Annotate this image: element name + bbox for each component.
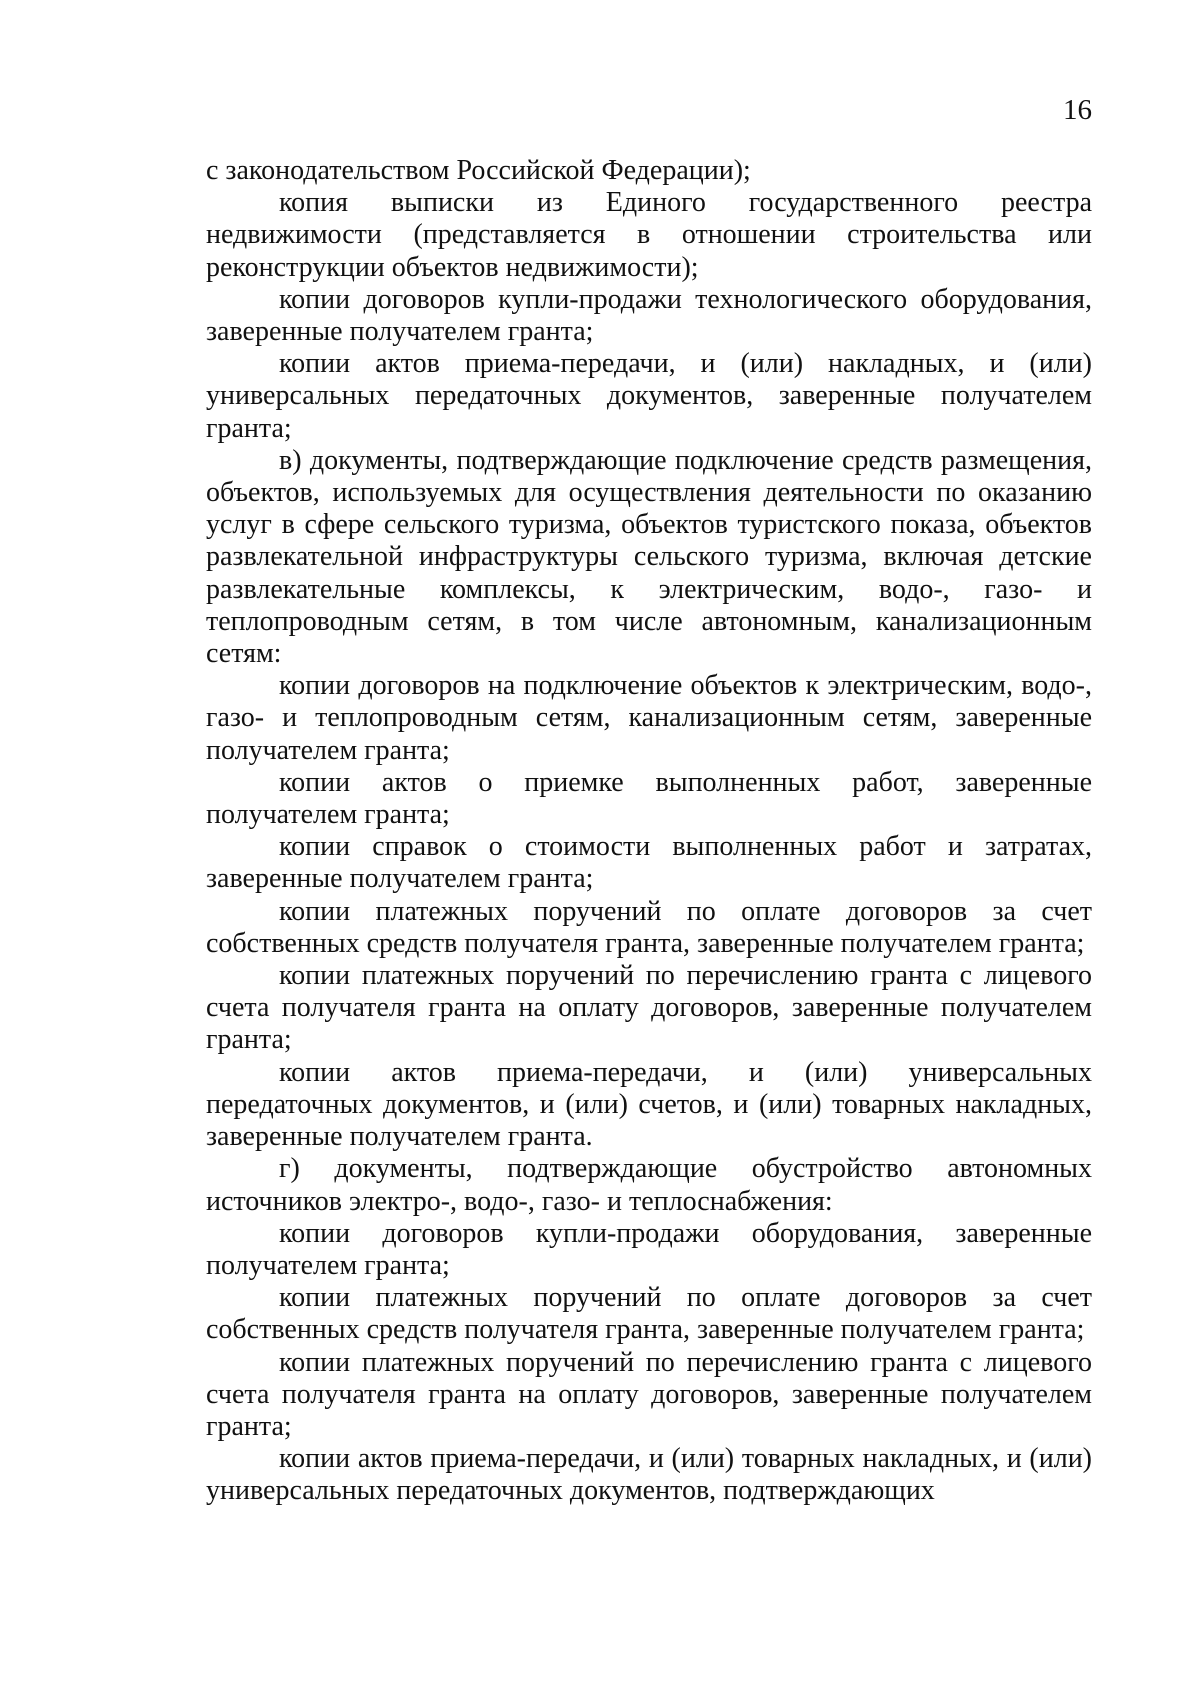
document-body [206,155,1092,1508]
paragraph-continuation: с законодательством Российской Федерации); [206,155,751,186]
paragraph-item-v: в) документы, подтверждающие подключение средств размещения, объектов, используемых для осуществления деятельности по оказанию услуг в сфере сельского туризма, объектов туристского показа, объектов развлекательной инфраструктуры сельского туризма, включая детские развлекательные комплексы, к электрическим, водо-, газо- и теплопроводным сетям, в том числе автономным, канализационным сетям: [206,444,1092,670]
paragraph-equipment-contracts: копии договоров купли-продажи технологического оборудования, заверенные получателем гранта; [206,283,1092,348]
paragraph-own-funds-payments: копии платежных поручений по оплате договоров за счет собственных средств получателя гранта, заверенные получателем гранта; [206,895,1092,959]
paragraph-equipment-purchase: копии договоров купли-продажи оборудования, заверенные получателем гранта; [206,1217,1092,1281]
paragraph-grant-transfer-payments-2: копии платежных поручений по перечислению гранта с лицевого счета получателя гранта на оплату договоров, заверенные получателем гранта; [206,1346,1092,1442]
paragraph-item-g: г) документы, подтверждающие обустройство автономных источников электро-, водо-, газо- и теплоснабжения: [206,1153,1092,1217]
paragraph-transfer-invoices: копии актов приема-передачи, и (или) универсальных передаточных документов, и (или) счетов, и (или) товарных накладных, заверенные получателем гранта. [206,1056,1092,1153]
paragraph-own-funds-payments-2: копии платежных поручений по оплате договоров за счет собственных средств получателя гранта, заверенные получателем гранта; [206,1282,1092,1346]
paragraph-transfer-acts-final: копии актов приема-передачи, и (или) товарных накладных, и (или) универсальных передаточных документов, подтверждающих [206,1443,1092,1507]
paragraph-connection-contracts: копии договоров на подключение объектов к электрическим, водо-, газо- и теплопроводным сетям, канализационным сетям, заверенные получателем гранта; [206,670,1092,766]
page-number: 16 [1063,94,1092,126]
paragraph-egrn-extract: копия выписки из Единого государственного реестра недвижимости (представляется в отношении строительства или реконструкции объектов недвижимости); [206,187,1092,283]
paragraph-acceptance-acts: копии актов о приемке выполненных работ, заверенные получателем гранта; [206,766,1092,831]
paragraph-cost-certificates: копии справок о стоимости выполненных работ и затратах, заверенные получателем гранта; [206,831,1092,895]
paragraph-transfer-acts: копии актов приема-передачи, и (или) накладных, и (или) универсальных передаточных документов, заверенные получателем гранта; [206,348,1092,444]
paragraph-grant-transfer-payments: копии платежных поручений по перечислению гранта с лицевого счета получателя гранта на оплату договоров, заверенные получателем гранта; [206,960,1092,1056]
